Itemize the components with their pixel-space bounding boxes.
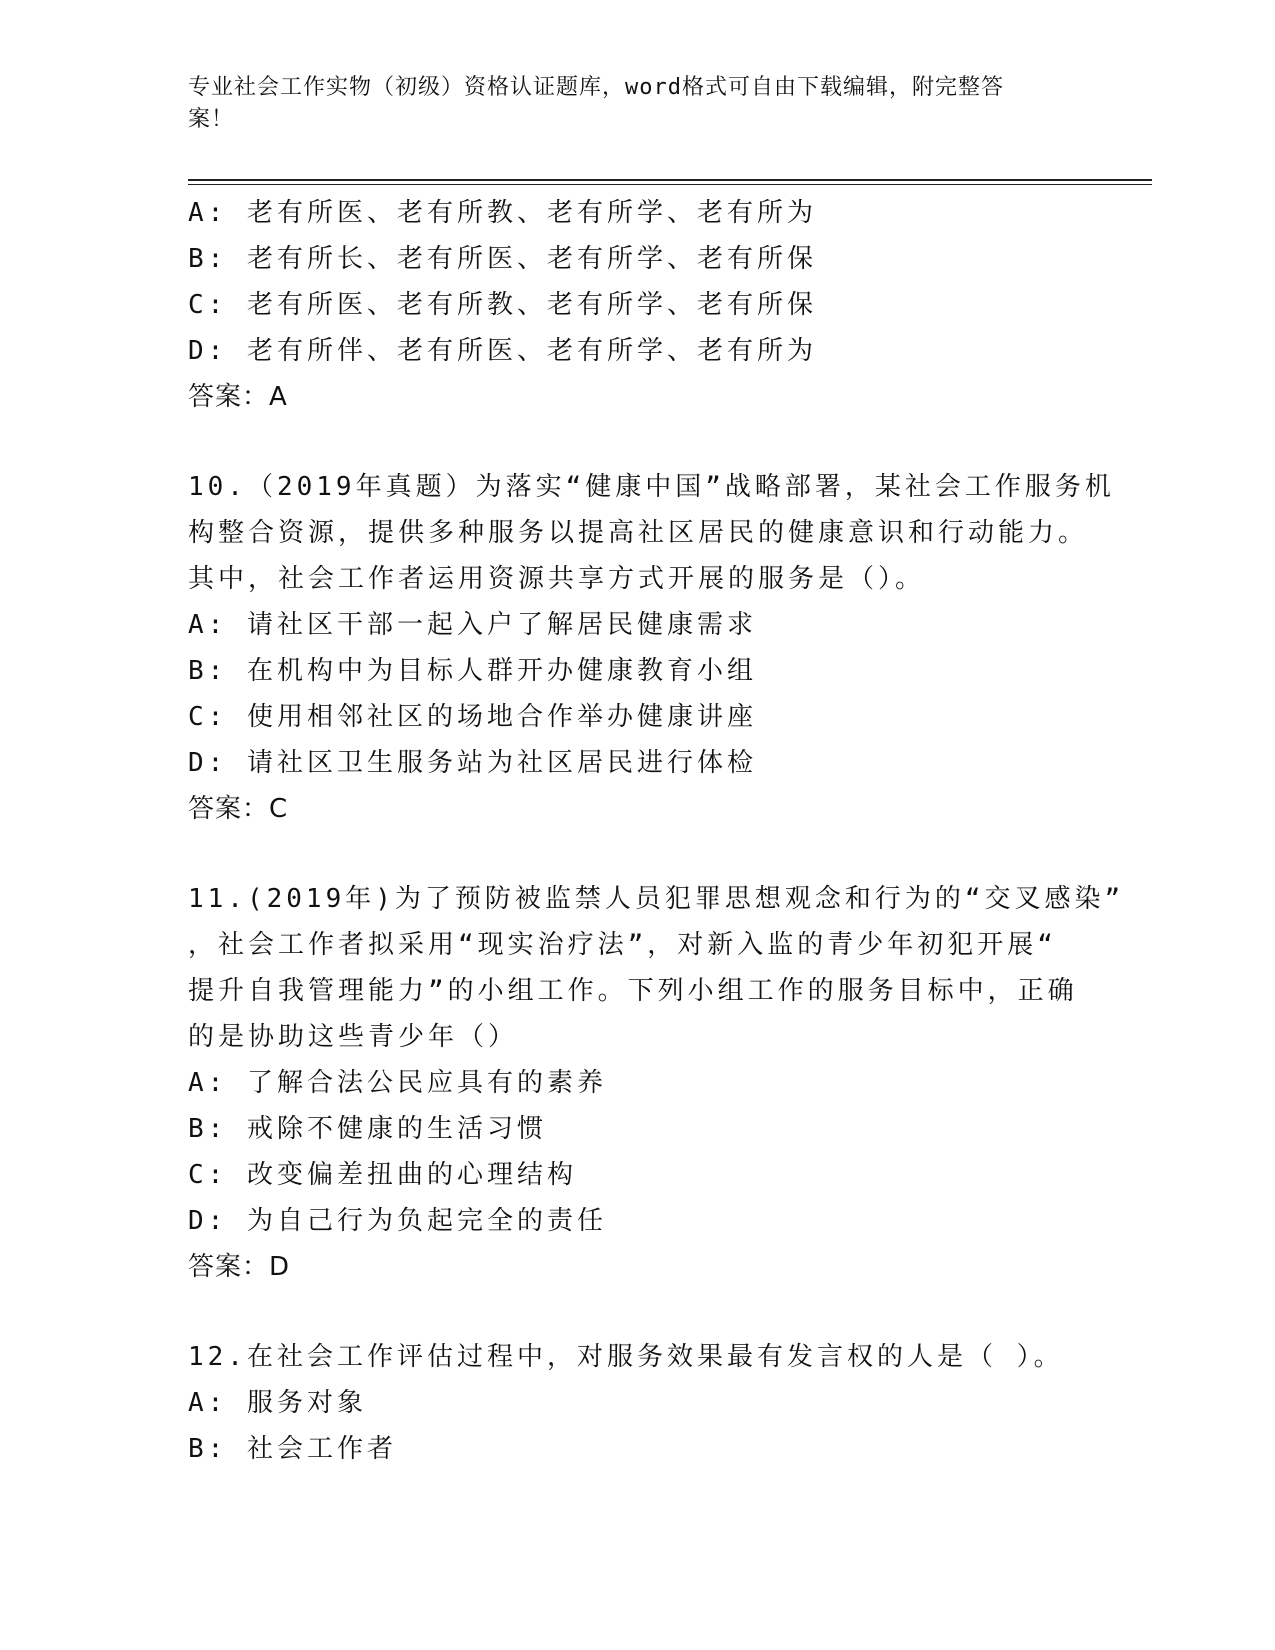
question-stem-line: 提升自我管理能力”的小组工作。下列小组工作的服务目标中，正确 [188,976,1078,1006]
question-stem-line: 11.(2019年)为了预防被监禁人员犯罪思想观念和行为的“交叉感染” [188,884,1125,914]
option-a: A: 请社区干部一起入户了解居民健康需求 [188,610,757,640]
question-12 [188,1334,1088,1472]
option-b: B: 戒除不健康的生活习惯 [188,1114,547,1144]
option-d: D: 请社区卫生服务站为社区居民进行体检 [188,748,757,778]
answer: 答案：C [188,794,289,824]
question-stem-line: 10.（2019年真题）为落实“健康中国”战略部署，某社会工作服务机 [188,472,1115,502]
option-a: A: 服务对象 [188,1388,367,1418]
option-c: C: 使用相邻社区的场地合作举办健康讲座 [188,702,757,732]
question-10 [188,464,1115,832]
header-line-2: 案！ [188,107,235,132]
header-rule-thick [188,179,1152,181]
header-line-1: 专业社会工作实物（初级）资格认证题库，word格式可自由下载编辑，附完整答 [188,75,1004,100]
question-stem-line: 构整合资源，提供多种服务以提高社区居民的健康意识和行动能力。 [188,518,1089,548]
answer: 答案：A [188,382,288,412]
option-b: B: 社会工作者 [188,1434,397,1464]
page-header [188,72,1068,136]
question-stem-line: 其中，社会工作者运用资源共享方式开展的服务是（）。 [188,564,926,594]
question-stem-line: 12.在社会工作评估过程中，对服务效果最有发言权的人是（ ）。 [188,1342,1064,1372]
answer: 答案：D [188,1252,291,1282]
option-c: C: 改变偏差扭曲的心理结构 [188,1160,577,1190]
question-stem-line: 的是协助这些青少年（） [188,1022,519,1052]
question-list [188,190,1125,1472]
option-b: B: 老有所长、老有所医、老有所学、老有所保 [188,244,817,274]
question-stem-line: ，社会工作者拟采用“现实治疗法”，对新入监的青少年初犯开展“ [188,930,1057,960]
option-a: A: 了解合法公民应具有的素养 [188,1068,607,1098]
option-a: A: 老有所医、老有所教、老有所学、老有所为 [188,198,817,228]
option-b: B: 在机构中为目标人群开办健康教育小组 [188,656,757,686]
question-11 [188,876,1125,1290]
option-c: C: 老有所医、老有所教、老有所学、老有所保 [188,290,817,320]
option-d: D: 为自己行为负起完全的责任 [188,1206,607,1236]
header-rule-thin [188,184,1152,185]
question-9 [188,190,1088,420]
option-d: D: 老有所伴、老有所医、老有所学、老有所为 [188,336,817,366]
